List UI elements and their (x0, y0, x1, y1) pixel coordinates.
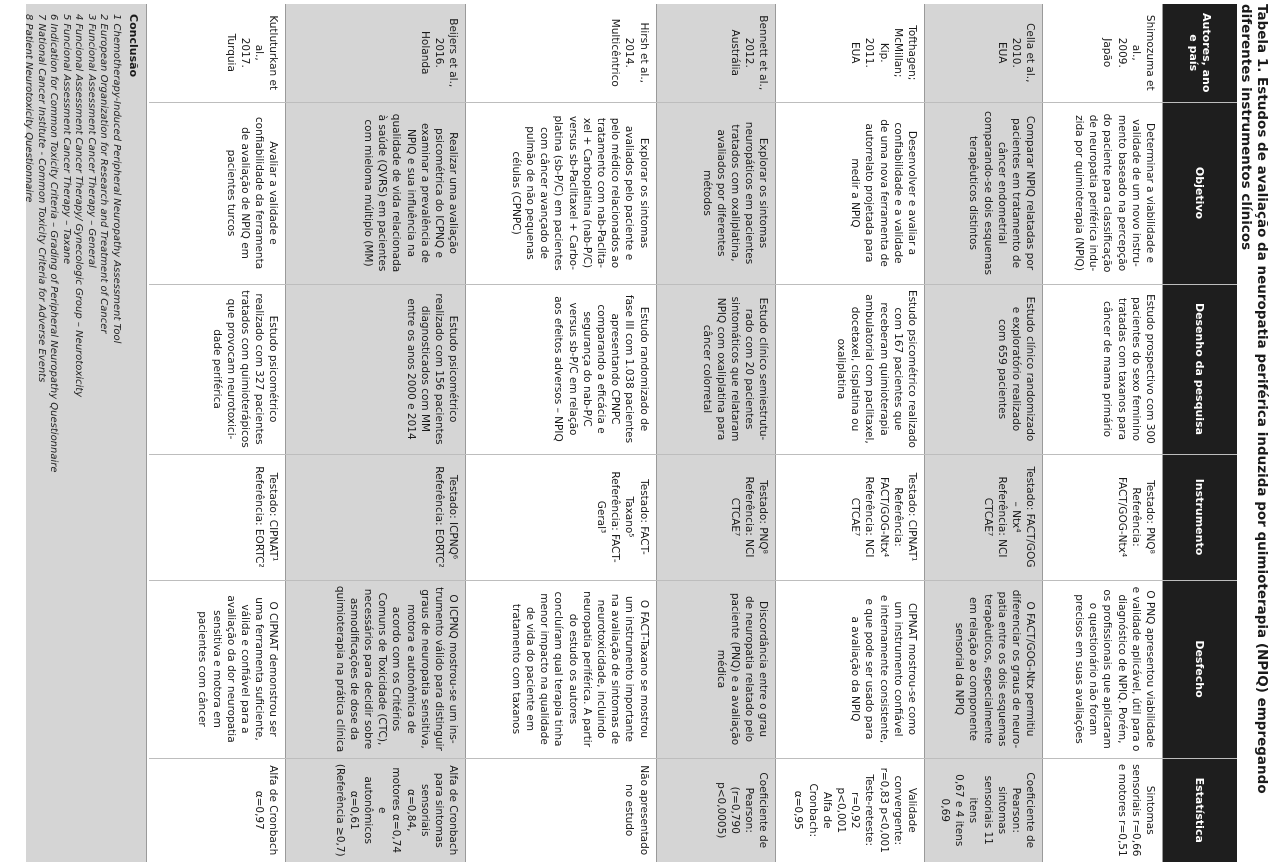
cell-autores (925, 4, 1043, 102)
cell-line: realizado com 156 pacientes (433, 293, 446, 445)
cell-estatistica (149, 758, 286, 862)
cell-line: Turquia (224, 33, 237, 72)
cell-desenho (1043, 284, 1163, 454)
cell-autores (286, 4, 466, 102)
footnote: 5 Funcional Assessment Cancer Therapy – Taxane (61, 14, 72, 265)
cell-line: docetaxel, cisplatina ou (849, 306, 862, 432)
cell-line: CTCAE⁷ (981, 497, 994, 537)
cell-line: de avaliação de NPIQ em (239, 127, 252, 259)
cell-line: avaliados por diferentes (714, 129, 727, 257)
cell-line: em relação ao componente (967, 597, 980, 741)
cell-objetivo (286, 102, 466, 284)
cell-desfecho (1043, 580, 1163, 758)
cell-line: Estudo clínico randomizado (1024, 296, 1037, 442)
cell-estatistica (286, 758, 466, 862)
cell-line: menor impacto na qualidade (538, 593, 551, 745)
cell-estatistica (776, 758, 925, 862)
cell-line: sensoriais 11 itens (967, 775, 994, 845)
cell-line: avaliação da dor neuropatia (224, 595, 237, 743)
cell-autores (1043, 4, 1163, 102)
cell-autores (776, 4, 925, 102)
cell-instrumento (656, 454, 776, 580)
cell-line: concluíram qual terapia tinha (552, 591, 565, 747)
cell-line: pacientes do sexo feminino (1129, 296, 1142, 442)
cell-line: Estudo psicométrico realizado (906, 290, 919, 448)
cell-line: McMillan; (891, 28, 904, 78)
cell-line: Desenvolver e avaliar a (906, 130, 919, 256)
cell-line: de neuropatia relatado pelo (743, 596, 756, 742)
cell-line: e validade aplicável, útil para o (1129, 586, 1142, 752)
cell-line: câncer endometrial (995, 141, 1008, 245)
cell-line: câncer de mama primário (1101, 300, 1114, 438)
cell-line: O FACT-Taxano se mostrou (637, 599, 650, 739)
cell-line: O PNQ apresentou viabilidade (1144, 590, 1156, 748)
cell-line: segurança do nab-P/C (580, 311, 593, 427)
cell-line: Referência: NCI (743, 476, 756, 558)
cell-desenho (149, 284, 286, 454)
cell-objetivo (1043, 102, 1163, 284)
cell-line: Testado: CIPNAT¹ (906, 472, 919, 562)
cell-line: Austrália (729, 29, 742, 76)
cell-line: mento baseado na percepção (1115, 114, 1128, 272)
cell-line: CTCAE⁷ (729, 497, 742, 537)
cell-line: O CIPNAT demonstrou ser (267, 601, 280, 737)
cell-line: terapêuticos, especialmente (981, 594, 994, 744)
cell-line: rado com 20 pacientes (743, 308, 756, 430)
cell-line: psicométrica do ICPNQ e (433, 128, 446, 258)
cell-line: tratados com quimioterápicos (239, 290, 252, 448)
cell-line: Multicêntrico (609, 18, 622, 87)
cell-line: receberam quimioterapia (877, 302, 890, 436)
studies-table (149, 4, 1237, 862)
cell-line: paciente (PNQ) e a avaliação (729, 592, 742, 746)
cell-line: Testado: ICPNQ⁶ (447, 474, 460, 560)
conclusion-label: Conclusão (127, 14, 140, 78)
cell-line: válida e confiável para a (239, 604, 252, 734)
cell-line: médica (714, 649, 727, 689)
cell-line: 2016. (433, 37, 446, 68)
cell-line: 0,67 e 4 itens 0,69 (938, 774, 966, 847)
cell-line: validade de um novo instru- (1129, 119, 1142, 267)
cell-line: medir a NPIQ (849, 158, 862, 228)
cell-line: e exploratório realizado (1009, 306, 1022, 432)
header-instrumento: Instrumento (1163, 454, 1238, 580)
cell-line: de vida do paciente em (524, 607, 537, 731)
footnotes (22, 14, 122, 473)
cell-line: versus sb-P/C em relação (566, 302, 579, 436)
cell-line: (Referência ≥0,7) (333, 763, 346, 857)
cell-line: Pearson: sintomas (995, 786, 1022, 835)
cell-line: p<0,001 (835, 787, 848, 834)
cell-line: confiabilidade da ferramenta (253, 116, 266, 270)
cell-line: na avaliação de sintomas de (609, 593, 622, 745)
cell-line: Pearson: (r=0,790 (729, 786, 756, 834)
table-row (1043, 4, 1163, 862)
cell-line: zida por quimioterapia (NPIQ) (1072, 115, 1085, 271)
cell-desfecho (656, 580, 776, 758)
cell-line: Avaliar a validade e (267, 141, 280, 245)
table-row (466, 4, 656, 862)
cell-line: Testado: FACT- (637, 479, 650, 555)
cell-line: Estudo psicométrico (267, 315, 280, 423)
header-objetivo: Objetivo (1163, 102, 1238, 284)
cell-line: de neuropatia periférica indu- (1087, 114, 1100, 272)
table-row (925, 4, 1043, 862)
cell-line: asmodificações de dose da (347, 597, 360, 741)
cell-line: autonômicos α=0,61 (347, 776, 375, 845)
cell-line: neuropáticos em pacientes (743, 121, 756, 265)
cell-line: Testado: CIPNAT¹ (267, 472, 280, 562)
cell-line: EUA (849, 41, 862, 64)
cell-line: uma ferramenta suficiente, (253, 597, 266, 741)
cell-line: métodos (700, 170, 713, 216)
cell-instrumento (466, 454, 656, 580)
cell-line: pacientes em tratamento de (1009, 117, 1022, 269)
cell-estatistica (656, 758, 776, 862)
cell-line: células (CPNPC) (509, 151, 522, 235)
cell-line: NPIQ com oxaliplatina para (714, 297, 727, 441)
cell-line: Discordância entre o grau (757, 601, 770, 737)
cell-line: tratadas com taxanos para (1115, 297, 1128, 441)
cell-line: entre os anos 2000 e 2014 (404, 298, 417, 440)
table-row (776, 4, 925, 862)
cell-line: graus de neuropatia sensitiva, (418, 589, 431, 749)
cell-line: patia entre os dois esquemas (995, 591, 1008, 747)
cell-line: Comparar NPIQ relatadas por (1024, 115, 1037, 271)
cell-line: que provocam neurotoxici- (224, 298, 237, 440)
cell-line: Taxano⁵ (623, 496, 636, 538)
cell-line: Kutluturkan et al., (253, 15, 280, 91)
cell-line: terapêuticos distintos (967, 136, 980, 250)
cell-desfecho (286, 580, 466, 758)
cell-line: realizado com 327 pacientes (253, 293, 266, 445)
cell-desenho (466, 284, 656, 454)
cell-desfecho (925, 580, 1043, 758)
cell-line: xel + Carboplatina (nab-P/C) (580, 117, 593, 269)
cell-line: comparando a eficácia e (595, 304, 608, 434)
footnote: 2 European Organization for Research and Treatment of Cancer (98, 14, 110, 334)
cell-line: 2014. (623, 37, 636, 68)
cell-line: a avaliação da NPIQ (849, 616, 862, 722)
cell-line: Não apresentado (637, 765, 650, 856)
cell-line: do paciente para classificação (1101, 113, 1114, 273)
cell-line: FACT/GOG-Ntx⁴ (1115, 476, 1128, 558)
cell-objetivo (466, 102, 656, 284)
cell-line: Referência: FACT- (609, 471, 622, 563)
cell-line: e motores r=0,51 (1115, 763, 1128, 857)
cell-line: oxaliplatina (835, 338, 848, 400)
cell-line: tratados com oxaliplatina, (729, 124, 742, 262)
cell-line: α=0,95 (792, 790, 805, 830)
table-row (286, 4, 466, 862)
cell-line: Estudo psicométrico (447, 315, 460, 423)
cell-line: Comuns de Toxicidade (CTC), (376, 592, 389, 746)
cell-desenho (925, 284, 1043, 454)
cell-estatistica (925, 758, 1043, 862)
cell-line: Alfa de Cronbach (447, 765, 460, 856)
header-desfecho: Desfecho (1163, 580, 1238, 758)
cell-line: diagnosticados com MM (418, 305, 431, 433)
table-body (149, 4, 1163, 862)
cell-line: com 167 pacientes que (891, 307, 904, 431)
cell-line: o questionário não foram (1087, 602, 1100, 736)
conclusion-section (23, 4, 147, 862)
cell-objetivo (776, 102, 925, 284)
footnote: 1 Chemotherapy-Induced Peripheral Neuropathy Assessment Tool (111, 14, 122, 344)
cell-instrumento (776, 454, 925, 580)
cell-line: pacientes com câncer (196, 611, 209, 727)
cell-line: trumento válido para distinguir (433, 587, 446, 751)
cell-objetivo (925, 102, 1043, 284)
cell-line: acordo com os Critérios (390, 606, 403, 732)
header-autores: Autores, ano e país (1163, 4, 1238, 102)
cell-line: precisos em suas avaliações (1072, 594, 1085, 744)
cell-line: CIPNAT mostrou-se como (906, 602, 919, 736)
cell-line: motores α=0,74 e (376, 767, 403, 854)
cell-line: examinar a prevalência de (418, 122, 431, 264)
cell-line: Hirsh et al., (637, 22, 650, 84)
cell-line: um instrumento confiável (891, 601, 904, 737)
cell-line: com câncer avançado de (538, 126, 551, 259)
cell-line: platina (sb-P/C) em pacientes (552, 115, 565, 271)
footnote: 3 Funcional Assessment Cancer Therapy – General (86, 14, 97, 268)
cell-line: um instrumento importante (623, 596, 636, 742)
footnote: 6 Indication for Common Toxicity Criteria – Grading of Peripheral Neuropathy Questionnaire (48, 14, 60, 473)
cell-instrumento (1043, 454, 1163, 580)
cell-line: CTCAE⁷ (849, 497, 862, 537)
cell-line: Coeficiente de (1024, 772, 1037, 849)
cell-line: do estudo os autores (566, 613, 579, 725)
cell-autores (656, 4, 776, 102)
cell-line: pacientes turcos (224, 149, 237, 237)
cell-line: neurotoxicidade, incluindo (595, 599, 608, 739)
cell-line: sensitiva e motora em (210, 610, 223, 728)
cell-line: pulmão de não pequenas (524, 126, 537, 260)
cell-line: confiabilidade e a validade (891, 122, 904, 264)
cell-line: sintomáticos que relataram (729, 296, 742, 442)
cell-line: versus sb-Paclitaxel + Carbo- (566, 115, 579, 271)
cell-line: 2009. (1115, 37, 1128, 68)
cell-line: Referência: (1129, 487, 1142, 547)
cell-line: autorrelato projetada para (863, 123, 876, 263)
cell-line: Referência: (891, 487, 904, 547)
cell-line: Alfa de Cronbach: (806, 783, 833, 838)
table-row (656, 4, 776, 862)
cell-line: Explorar os sintomas (757, 137, 770, 249)
cell-line: tratamento com taxanos (509, 603, 522, 735)
cell-line: Estudo clínico semiestrutu- (757, 297, 770, 441)
cell-line: pelo médico relacionados ao (609, 117, 622, 269)
cell-line: sensorial da NPIQ (953, 622, 966, 716)
cell-line: Validade convergente: (891, 775, 919, 846)
cell-line: p<0,0005) (714, 782, 727, 839)
cell-line: FACT/GOG-Ntx⁴ (877, 476, 890, 558)
cell-line: Testado: PNQ⁸ (1144, 480, 1156, 554)
cell-line: e que pode ser usado para (863, 598, 876, 740)
cell-line: apresentando CPNPC (609, 313, 622, 425)
cell-desfecho (149, 580, 286, 758)
cell-line: Testado: FACT/GOG (1024, 466, 1037, 568)
cell-line: Testado: PNQ⁸ (757, 480, 770, 554)
cell-line: tratamento com nab-Paclita- (595, 117, 608, 269)
cell-line: Referência: NCI (995, 476, 1008, 558)
cell-line: Explorar os sintomas (637, 137, 650, 249)
cell-instrumento (149, 454, 286, 580)
cell-objetivo (149, 102, 286, 284)
cell-desenho (286, 284, 466, 454)
cell-line: EUA (995, 41, 1008, 64)
cell-line: Shimozuma et al., (1129, 14, 1156, 91)
cell-line: neuropatia periférica. A partir (580, 590, 593, 748)
cell-estatistica (1043, 758, 1163, 862)
cell-line: Japão (1101, 38, 1114, 68)
cell-line: NPIQ e sua influência na (404, 128, 417, 258)
cell-line: aos efeitos adversos – NPIQ (552, 296, 565, 442)
cell-line: 2011. (863, 37, 876, 68)
cell-line: motora e autonômica de (404, 604, 417, 734)
cell-line: Geral³ (595, 500, 608, 534)
cell-line: sensoriais α=0,84, (404, 783, 431, 837)
cell-line: Coeficiente de (757, 772, 770, 849)
cell-line: Beijers et al., (447, 18, 460, 88)
table-row (149, 4, 286, 862)
cell-autores (466, 4, 656, 102)
cell-line: O FACT/GOG-Ntx permitiu (1024, 601, 1037, 737)
cell-objetivo (656, 102, 776, 284)
cell-line: Realizar uma avaliação (447, 132, 460, 254)
cell-line: os profissionais que aplicaram (1101, 589, 1114, 749)
cell-line: Kip. (877, 42, 890, 63)
cell-line: câncer colorretal (700, 324, 713, 414)
cell-line: Cella et al., (1024, 23, 1037, 83)
cell-autores (149, 4, 286, 102)
cell-line: fase III com 1.038 pacientes (623, 294, 636, 444)
cell-line: O ICPNQ mostrou-se um ins- (447, 594, 460, 744)
cell-desenho (656, 284, 776, 454)
cell-line: Determinar a viabilidade e (1144, 123, 1156, 263)
cell-line: ambulatorial com paclitaxel, (863, 294, 876, 444)
cell-line: dade periférica (210, 329, 223, 409)
cell-line: diferenciar os graus de neuro- (1009, 589, 1022, 749)
cell-line: 2010. (1009, 37, 1022, 68)
header-estatistica: Estatística (1163, 758, 1238, 862)
cell-instrumento (925, 454, 1043, 580)
cell-line: quimioterapia na prática clínica (333, 585, 346, 753)
cell-line: Referência: NCI (863, 476, 876, 558)
cell-line: à saúde (QVRS) em pacientes (376, 114, 389, 272)
cell-line: Bennett et al., (757, 15, 770, 91)
cell-desfecho (466, 580, 656, 758)
cell-line: Sintomas (1144, 785, 1156, 835)
cell-line: sensoriais r=0,66 (1129, 764, 1142, 857)
cell-line: Tofthagen; (906, 25, 919, 81)
cell-line: comparando-se dois esquemas (981, 111, 994, 275)
cell-line: – Ntx⁴ (1009, 501, 1022, 533)
cell-line: r=0,83 p<0,001 (877, 767, 890, 853)
cell-line: com 659 pacientes (995, 318, 1008, 420)
cell-line: avaliados pelo paciente e (623, 125, 636, 261)
footnote: 4 Funcional Assessment Cancer Therapy/ Gynecologic Group – Neurotoxicity (73, 14, 85, 398)
cell-desfecho (776, 580, 925, 758)
footnote: 8 Patient Neurotoxicity Questionnaire (23, 14, 35, 203)
footnote: 7 National Cancer Institute - Common Toxicity Criteria for Adverse Events (36, 14, 47, 383)
cell-line: para sintomas (433, 772, 446, 848)
cell-line: diagnóstico de NPIQ. Porém, (1115, 594, 1128, 744)
cell-line: e internamente consistente, (877, 594, 890, 744)
cell-line: com mieloma múltiplo (MM) (362, 119, 375, 267)
cell-line: 2017. (239, 37, 252, 68)
cell-line: de uma nova ferramenta de (877, 119, 890, 267)
cell-line: Referência: EORTC² (433, 466, 446, 568)
cell-line: Estudo prospectivo com 300 (1144, 294, 1156, 444)
cell-line: qualidade de vida relacionada (390, 113, 403, 273)
cell-line: α=0,97 (253, 790, 266, 830)
header-desenho: Desenho da pesquisa (1163, 284, 1238, 454)
cell-desenho (776, 284, 925, 454)
cell-line: 2012. (743, 37, 756, 68)
cell-line: Estudo randomizado de (637, 306, 650, 432)
cell-line: no estudo (623, 784, 636, 837)
cell-line: Referência: EORTC² (253, 466, 266, 568)
cell-instrumento (286, 454, 466, 580)
cell-line: Alfa de Cronbach (267, 765, 280, 856)
cell-line: Holanda (418, 31, 431, 75)
cell-estatistica (466, 758, 656, 862)
table-title: Tabela 1. Estudos de avaliação da neuropatia periférica induzida por quimioterapia (NPIQ) empregando diferentes instrumentos clínicos (1238, 4, 1270, 794)
cell-line: necessários para decidir sobre (362, 588, 375, 750)
cell-line: Teste-reteste: r=0,92 (849, 774, 876, 847)
